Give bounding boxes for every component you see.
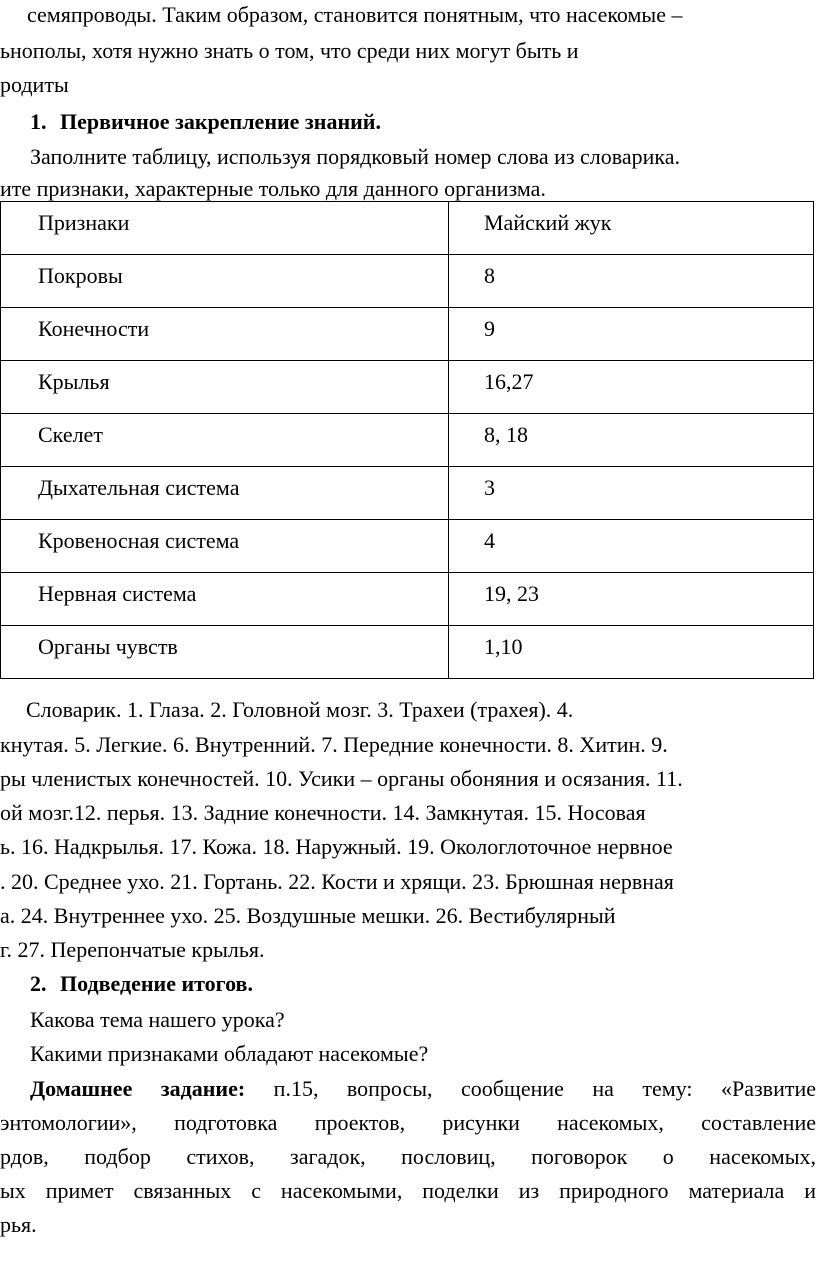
section-1-heading — [30, 109, 381, 135]
intro-line-1: семяпроводы. Таким образом, становится понятным, что насекомые – — [27, 2, 683, 27]
row-label: Кровеносная система — [1, 520, 449, 573]
dictionary-line-4: ой мозг.12. перья. 13. Задние конечности. 14. Замкнутая. 15. Носовая — [0, 800, 646, 825]
row-value: 8 — [449, 255, 814, 308]
intro-line-3: родиты — [0, 72, 69, 97]
table-row — [1, 308, 814, 361]
task-line-2: ите признаки, характерные только для данного организма. — [0, 176, 546, 201]
row-label: Скелет — [1, 414, 449, 467]
table-row — [1, 467, 814, 520]
table-header-row — [1, 202, 814, 255]
homework-label: Домашнее задание: — [30, 1076, 246, 1101]
intro-line-2: ьнополы, хотя нужно знать о том, что среди них могут быть и — [0, 38, 579, 63]
row-label: Покровы — [1, 255, 449, 308]
homework-line-4: ых примет связанных с насекомыми, поделки из природного материала и — [0, 1178, 816, 1203]
homework-first-line — [0, 1076, 816, 1102]
row-label: Конечности — [1, 308, 449, 361]
row-value: 1,10 — [449, 626, 814, 679]
section-1-number: 1. — [30, 109, 47, 134]
table-row — [1, 361, 814, 414]
row-label: Дыхательная система — [1, 467, 449, 520]
homework-first-text: п.15, вопросы, сообщение на тему: «Развитие — [273, 1076, 816, 1101]
dictionary-line-8: г. 27. Перепончатые крылья. — [0, 937, 265, 962]
header-cell-beetle: Майский жук — [449, 202, 814, 255]
table-row — [1, 414, 814, 467]
row-value: 16,27 — [449, 361, 814, 414]
dictionary-line-1: Словарик. 1. Глаза. 2. Головной мозг. 3. Трахеи (трахея). 4. — [26, 697, 574, 722]
header-cell-features: Признаки — [1, 202, 449, 255]
section-2-heading — [30, 971, 253, 997]
row-value: 8, 18 — [449, 414, 814, 467]
section-2-number: 2. — [30, 971, 47, 996]
features-table — [0, 201, 814, 679]
table-row — [1, 255, 814, 308]
dictionary-line-6: . 20. Среднее ухо. 21. Гортань. 22. Кости и хрящи. 23. Брюшная нервная — [0, 869, 674, 894]
homework-line-5: рья. — [0, 1212, 37, 1237]
row-value: 9 — [449, 308, 814, 361]
row-value: 3 — [449, 467, 814, 520]
row-value: 4 — [449, 520, 814, 573]
question-1: Какова тема нашего урока? — [30, 1007, 285, 1032]
homework-line-3: рдов, подбор стихов, загадок, пословиц, поговорок о насекомых, — [0, 1144, 816, 1169]
section-1-title: Первичное закрепление знаний. — [60, 109, 381, 134]
table-row — [1, 573, 814, 626]
dictionary-line-7: а. 24. Внутреннее ухо. 25. Воздушные мешки. 26. Вестибулярный — [0, 903, 616, 928]
row-value: 19, 23 — [449, 573, 814, 626]
row-label: Органы чувств — [1, 626, 449, 679]
task-line-1: Заполните таблицу, используя порядковый номер слова из словарика. — [30, 144, 681, 169]
dictionary-line-3: ры членистых конечностей. 10. Усики – органы обоняния и осязания. 11. — [0, 766, 683, 791]
section-2-title: Подведение итогов. — [60, 971, 253, 996]
dictionary-line-2: кнутая. 5. Легкие. 6. Внутренний. 7. Передние конечности. 8. Хитин. 9. — [0, 732, 668, 757]
dictionary-line-5: ь. 16. Надкрылья. 17. Кожа. 18. Наружный. 19. Окологлоточное нервное — [0, 834, 673, 859]
table-row — [1, 520, 814, 573]
homework-line-2: энтомологии», подготовка проектов, рисунки насекомых, составление — [0, 1110, 816, 1135]
row-label: Нервная система — [1, 573, 449, 626]
table-row — [1, 626, 814, 679]
row-label: Крылья — [1, 361, 449, 414]
question-2: Какими признаками обладают насекомые? — [30, 1041, 429, 1066]
